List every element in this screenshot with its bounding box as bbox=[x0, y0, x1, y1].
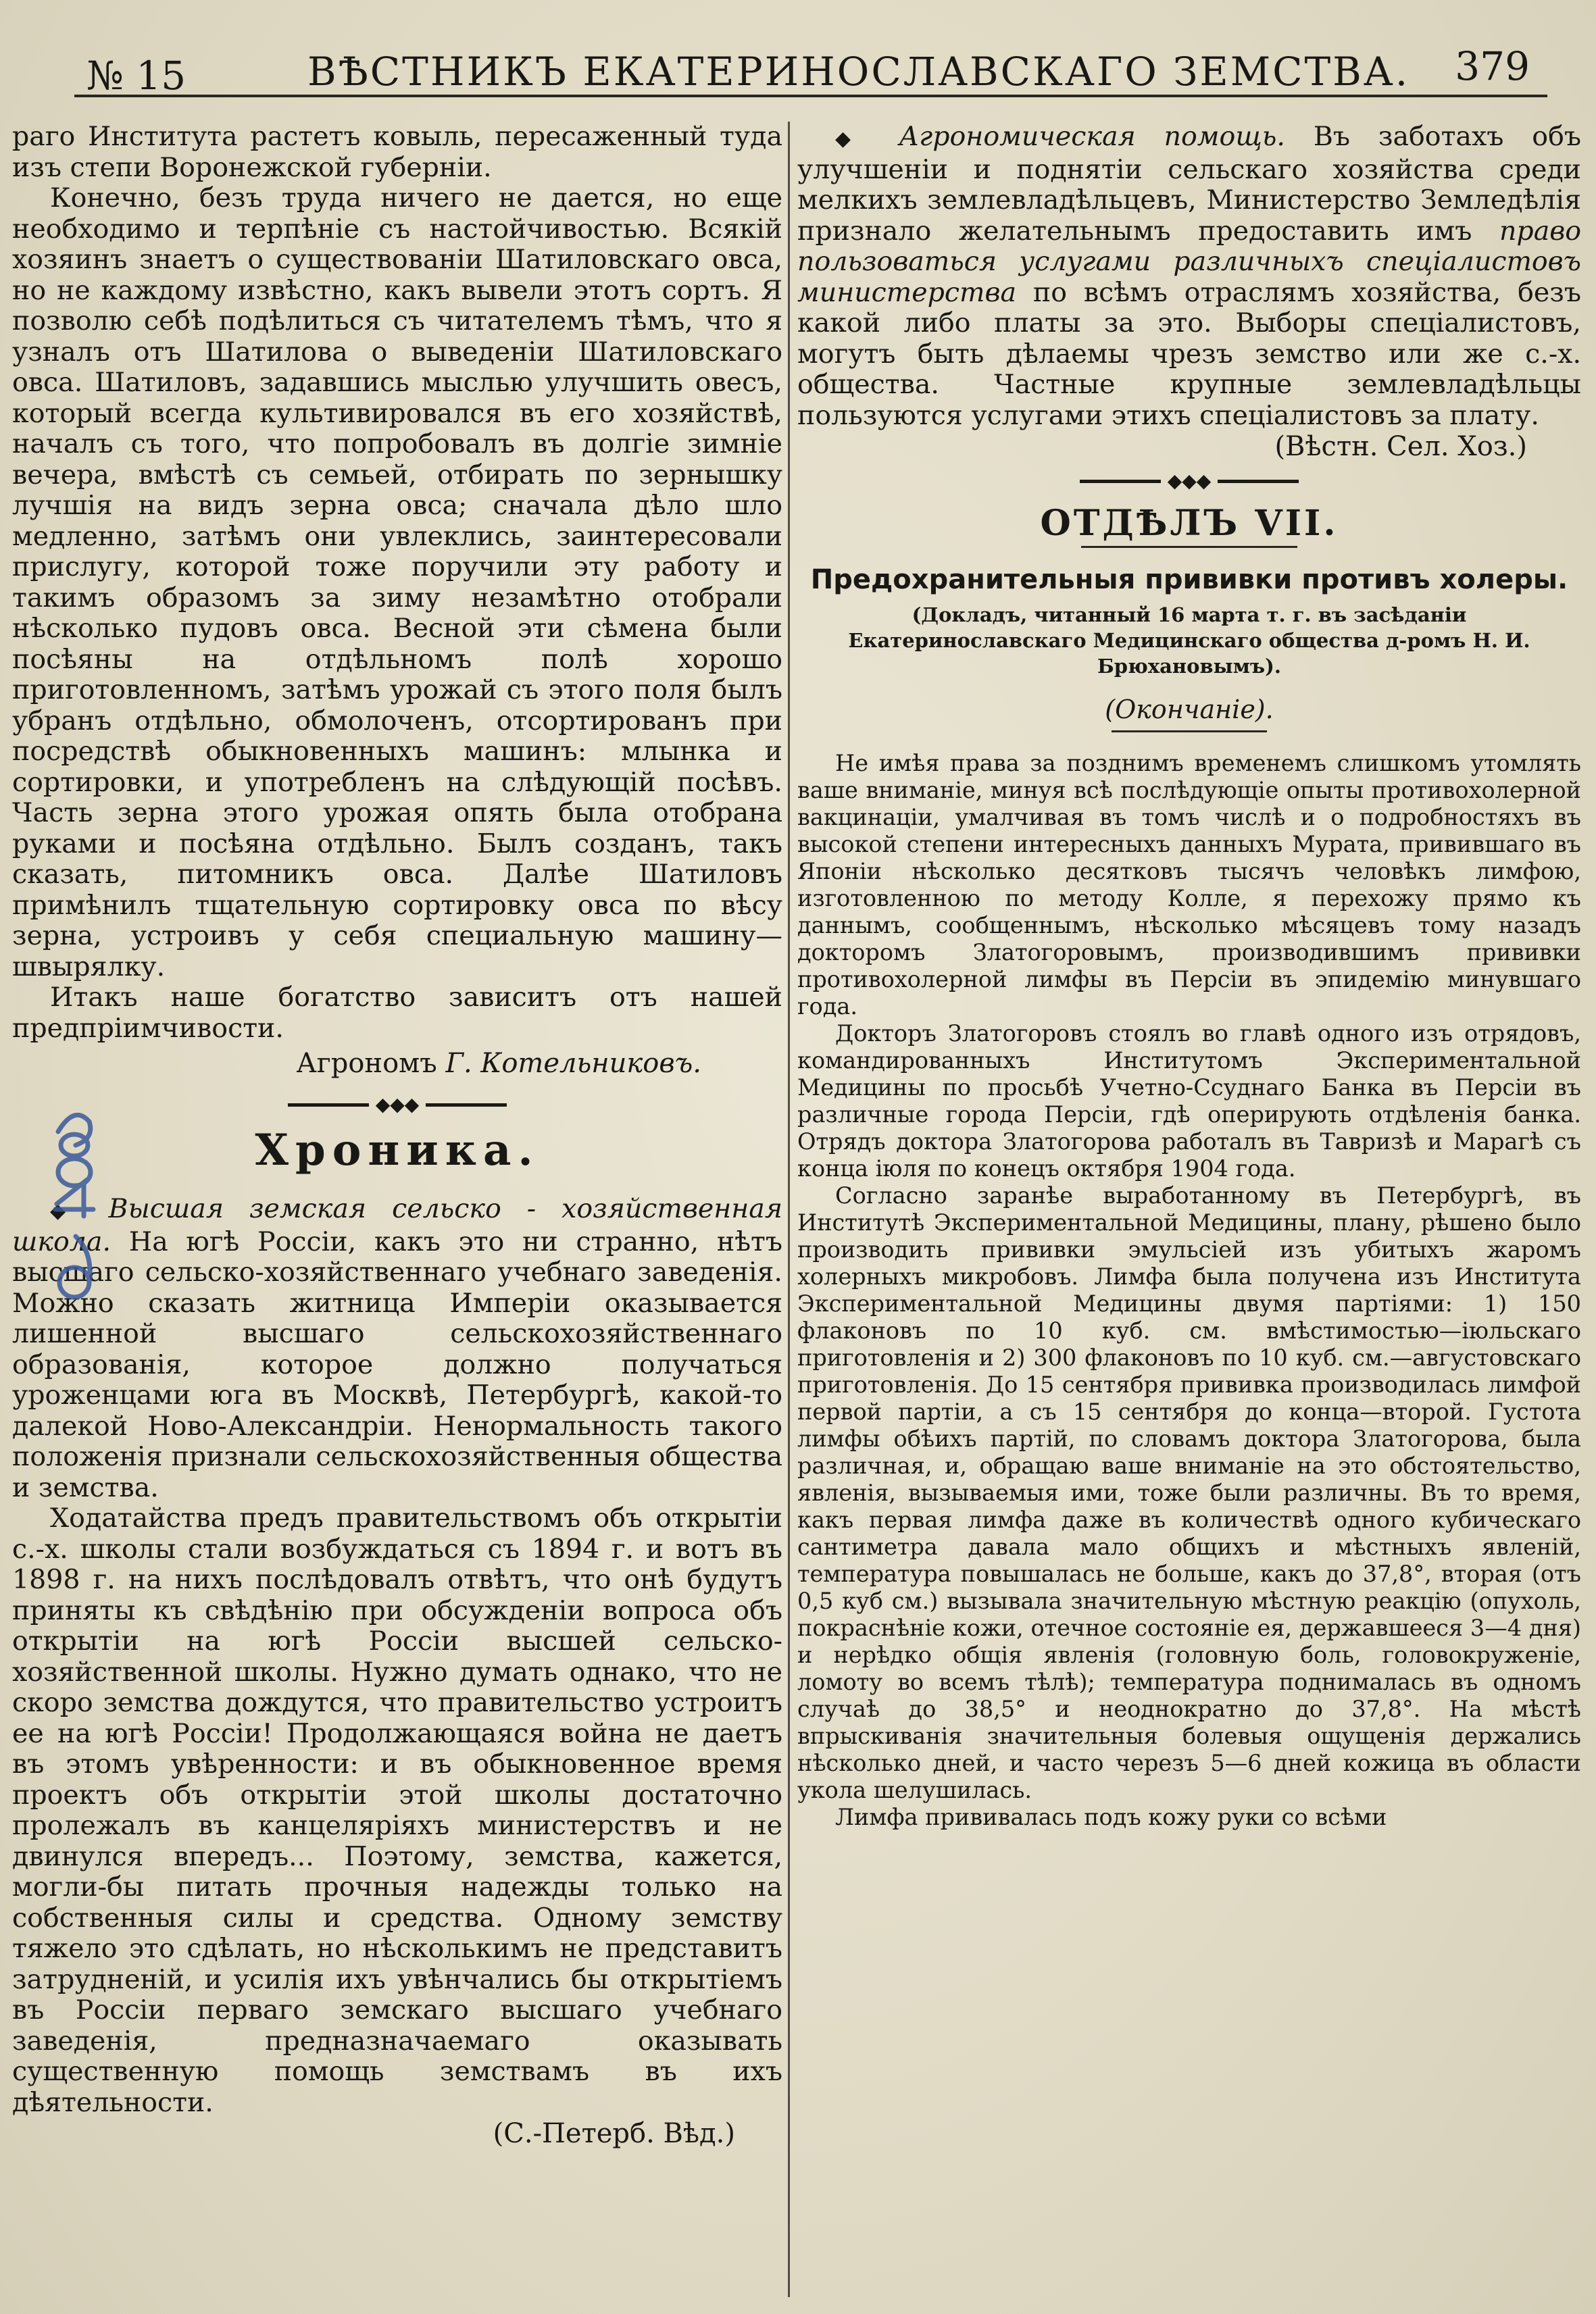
report-note: (Докладъ, читанный 16 марта т. г. въ засѣданіи Екатеринославскаго Медицинскаго общества д-ромъ Н. И. Брюхановымъ). bbox=[848, 603, 1530, 678]
section-heading: ОТДѢЛЪ VII. bbox=[1040, 503, 1339, 544]
section-heading-chronicle: Хроника. bbox=[255, 1125, 540, 1176]
ornament-rule bbox=[1218, 480, 1299, 483]
bullet-ornament-icon: ◆ bbox=[50, 1199, 83, 1223]
paragraph: Лимфа прививалась подъ кожу руки со всѣми bbox=[835, 1804, 1387, 1830]
handwritten-inventory-number bbox=[35, 1108, 109, 1311]
chronicle-rubric: Агрономическая помощь. bbox=[899, 122, 1285, 152]
diamond-ornament-icon: ◆◆◆ bbox=[375, 1093, 420, 1115]
left-column bbox=[12, 122, 782, 2284]
paragraph: Не имѣя права за позднимъ временемъ слишкомъ утомлять ваше вниманіе, минуя всѣ послѣдующіе опыты противохолерной вакцинаціи, умалчивая въ томъ числѣ и о подробностяхъ въ высокой степени интересныхъ данныхъ Мурата, привившаго въ Японіи нѣсколько десятковъ тысячъ человѣкъ лимфою, изготовленною по методу Колле, я перехожу прямо къ даннымъ, сообщеннымъ, нѣсколько мѣсяцевъ тому назадъ докторомъ Златогоровымъ, производившимъ прививки противохолерной лимфы въ Персіи въ эпидемію минувшаго года. bbox=[797, 750, 1581, 1020]
continuation-note: (Окончаніе). bbox=[1105, 695, 1274, 724]
chronicle-item bbox=[12, 1194, 782, 1503]
journal-title: ВѢСТНИКЪ ЕКАТЕРИНОСЛАВСКАГО ЗЕМСТВА. bbox=[307, 49, 1410, 95]
source-citation: (С.-Петерб. Вѣд.) bbox=[493, 2118, 735, 2149]
paragraph: Докторъ Златогоровъ стоялъ во главѣ одного изъ отрядовъ, командированныхъ Институтомъ Экспериментальной Медицины по просьбѣ Учетно-Ссуднаго Банка въ Персіи въ различные города Персіи, гдѣ оперирують отдѣленія банка. Отрядъ доктора Златогорова работалъ въ Тавризѣ и Марагѣ съ конца іюля по конецъ октября 1904 года. bbox=[797, 1020, 1581, 1182]
ornament-rule bbox=[288, 1103, 369, 1107]
heading-rule bbox=[1081, 546, 1297, 548]
separator-ornament bbox=[12, 1086, 782, 1121]
source-citation: (Вѣстн. Сел. Хоз.) bbox=[1274, 431, 1527, 462]
paragraph: Конечно, безъ труда ничего не дается, но еще необходимо и терпѣніе съ настойчивостью. Всякій хозяинъ знаетъ о существованіи Шатиловскаго овса, но не каждому извѣстно, какъ вывели этотъ сортъ. Я позволю себѣ подѣлиться съ читателемъ тѣмъ, что я узналъ отъ Шатилова о выведеніи Шатиловскаго овса. Шатиловъ, задавшись мыслью улучшить овесъ, который всегда культивировался въ его хозяйствѣ, началъ съ того, что попробовалъ въ долгіе зимніе вечера, вмѣстѣ съ семьей, отбирать по зернышку лучшія на видъ зерна овса; сначала дѣло шло медленно, затѣмъ они увлеклись, заинтересовали прислугу, которой тоже поручили эту работу и такимъ образомъ за зиму незамѣтно отобрали нѣсколько пудовъ овса. Весной эти сѣмена были посѣяны на отдѣльномъ полѣ хорошо приготовленномъ, затѣмъ урожай съ этого поля былъ убранъ отдѣльно, обмолоченъ, отсортированъ при посредствѣ обыкновенныхъ машинъ: млынка и сортировки, и употребленъ на слѣдующій посѣвъ. Часть зерна этого урожая опять была отобрана руками и посѣяна отдѣльно. Былъ созданъ, такъ сказать, питомникъ овса. Далѣе Шатиловъ примѣнилъ тщательную сортировку овса по вѣсу зерна, устроивъ у себя специальную машину—швырялку. bbox=[12, 182, 782, 982]
signature-name: Г. Котельниковъ. bbox=[445, 1048, 701, 1079]
paragraph: Итакъ наше богатство зависитъ отъ нашей предпріимчивости. bbox=[12, 982, 782, 1044]
bullet-ornament-icon: ◆ bbox=[835, 127, 871, 151]
page-header bbox=[74, 20, 1547, 97]
paragraph: Ходатайства предъ правительствомъ объ открытіи с.-х. школы стали возбуждаться съ 1894 г. и вотъ въ 1898 г. на нихъ послѣдовалъ отвѣтъ, что онѣ будутъ приняты къ свѣдѣнію при обсужденіи вопроса объ открытіи на югѣ Россіи высшей сельско-хозяйственной школы. Нужно думать однако, что не скоро земства дождутся, что правительство устроитъ ее на югѣ Россіи! Продолжающаяся война не даетъ въ этомъ увѣренности: и въ обыкновенное время проектъ объ открытіи этой школы достаточно пролежалъ въ канцеляріяхъ министерствъ и не двинулся впередъ... Поэтому, земства, кажется, могли-бы питать прочныя надежды только на собственныя силы и средства. Одному земству тяжело это сдѣлать, но нѣсколькимъ не представитъ затрудненій, и усилія ихъ увѣнчались бы открытіемъ въ Россіи перваго земскаго высшаго учебнаго заведенія, предназначаемаго оказывать существенную помощь земствамъ въ ихъ дѣятельности. bbox=[12, 1503, 782, 2118]
article-title: Предохранительныя прививки противъ холеры. bbox=[810, 564, 1568, 595]
paragraph: раго Института растетъ ковыль, пересаженный туда изъ степи Воронежской губерніи. bbox=[12, 122, 782, 183]
signature-role: Агрономъ bbox=[296, 1048, 437, 1079]
ornament-rule bbox=[1080, 480, 1161, 483]
chronicle-text: по всѣмъ отраслямъ хозяйства, безъ какой либо платы за это. Выборы спеціалистовъ, могутъ быть дѣлаемы чрезъ земство или же с.-х. общества. Частные крупные землевладѣльцы пользуются услугами этихъ спеціалистовъ за плату. bbox=[797, 276, 1581, 431]
right-column bbox=[797, 122, 1581, 2284]
chronicle-text: На югѣ Россіи, какъ это ни странно, нѣтъ высшаго сельско-хозяйственнаго учебнаго заведенія. Можно сказать житница Имперіи оказывается лишенной высшаго сельскохозяйственнаго образованія, которое должно получаться уроженцами юга въ Москвѣ, Петербургѣ, какой-то далекой Ново-Александріи. Ненормальность такого положенія признали сельскохозяйственныя общества и земства. bbox=[12, 1226, 782, 1503]
page-number: 379 bbox=[1455, 43, 1530, 89]
paragraph: Согласно заранѣе выработанному въ Петербургѣ, въ Институтѣ Экспериментальной Медицины, плану, рѣшено было производить прививки эмульсіей изъ убитыхъ жаромъ холерныхъ микробовъ. Лимфа была получена изъ Института Экспериментальной Медицины двумя партіями: 1) 150 флаконовъ по 10 куб. см. вмѣстимостью—іюльскаго приготовленія и 2) 300 флаконовъ по 10 куб. см.—августовскаго приготовленія. До 15 сентября прививка производилась лимфой первой партіи, а съ 15 сентября до конца—второй. Густота лимфы обѣихъ партій, по словамъ доктора Златогорова, была различная, и, обращаю ваше вниманіе на это обстоятельство, явленія, вызываемыя ими, тоже были различны. Въ то время, какъ первая лимфа даже въ количествѣ одного кубическаго сантиметра давала мало общихъ и мѣстныхъ явленій, температура повышалась не больше, какъ до 37,8°, вторая (отъ 0,5 куб см.) вызывала значительную мѣстную реакцію (опухоль, покраснѣніе кожи, отечное состояніе ея, державшееся 3—4 дня) и нерѣдко общія явленія (головную боль, головокруженіе, ломоту во всемъ тѣлѣ); температура поднималась въ одномъ случаѣ до 38,5° и неоднократно до 37,8°. На мѣстѣ впрыскиванія значительныя болевыя ощущенія держались нѣсколько дней, и часто черезъ 5—6 дней кожица въ области укола шелушилась. bbox=[797, 1182, 1581, 1803]
issue-number: № 15 bbox=[86, 53, 186, 99]
column-divider bbox=[788, 122, 790, 2297]
author-signature bbox=[12, 1048, 701, 1079]
diamond-ornament-icon: ◆◆◆ bbox=[1167, 470, 1212, 492]
ending-rule bbox=[1112, 730, 1267, 732]
separator-ornament bbox=[797, 462, 1581, 497]
chronicle-text: Въ заботахъ объ улучшеніи и поднятіи сельскаго хозяйства среди мелкихъ землевладѣльцевъ, Министерство Земледѣлія признало желательнымъ предоставить имъ bbox=[797, 122, 1581, 247]
chronicle-rubric: Высшая земская сельско - хозяйственная школа. bbox=[12, 1193, 782, 1257]
chronicle-item bbox=[797, 122, 1581, 431]
chronicle-italic-text: право пользоваться услугами различныхъ спеціалистовъ министерства bbox=[797, 215, 1581, 308]
ornament-rule bbox=[426, 1103, 507, 1107]
